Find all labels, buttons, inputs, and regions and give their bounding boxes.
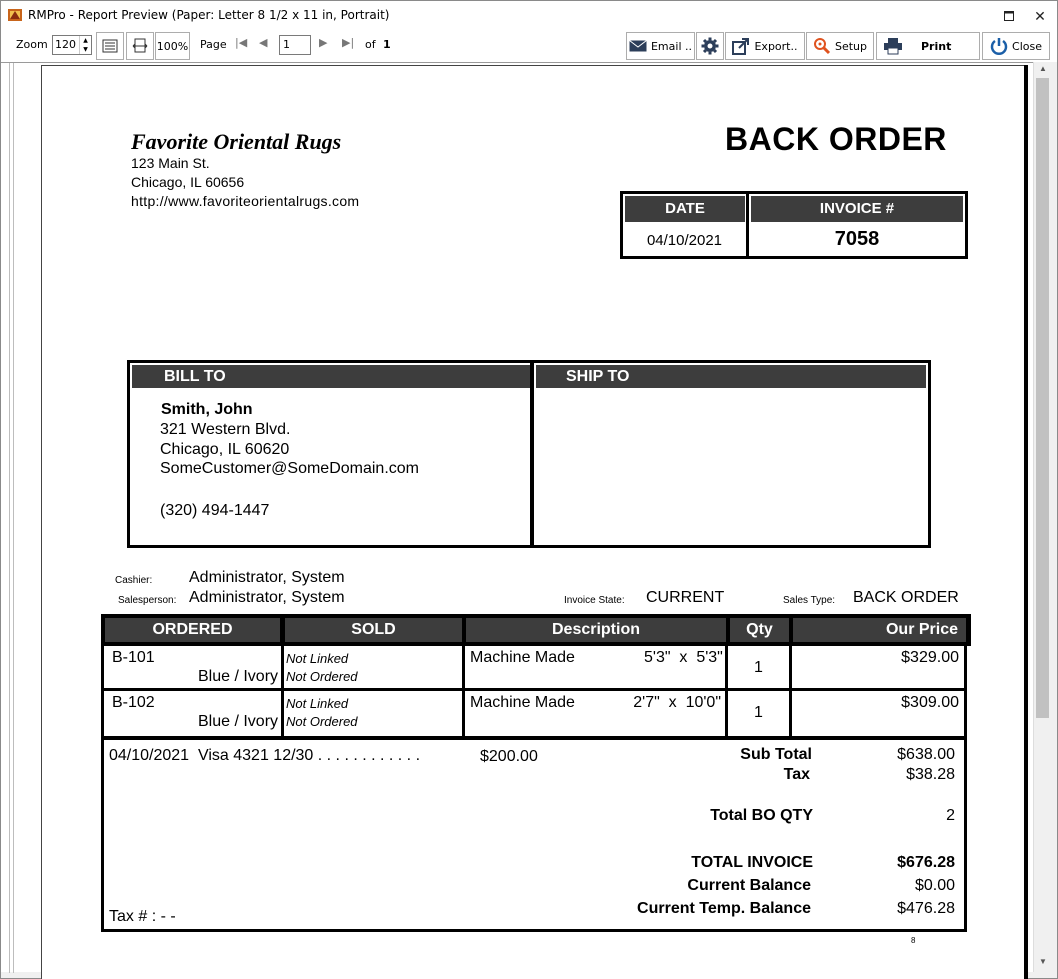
setup-icon <box>813 37 831 55</box>
tax-number: Tax # : - - <box>109 908 176 925</box>
zoom-spinner[interactable]: ▲ ▼ <box>79 36 91 54</box>
item-sold-status: Not Ordered <box>286 669 358 684</box>
envelope-icon <box>629 40 647 52</box>
item-description: Machine Made <box>470 694 575 711</box>
printer-icon <box>883 37 903 55</box>
item-size: 5'3" x 5'3" <box>644 649 723 666</box>
item-sold-status: Not Linked <box>286 696 349 711</box>
page-input[interactable] <box>279 35 311 55</box>
zoom-label: Zoom <box>16 38 48 51</box>
item-price: $309.00 <box>901 694 959 711</box>
close-icon: ✕ <box>1034 8 1046 24</box>
power-icon <box>990 37 1008 55</box>
toolbar <box>1 31 1057 62</box>
invoice-date: 04/10/2021 <box>646 232 723 249</box>
subtotal-value: $638.00 <box>897 746 955 763</box>
scroll-up-icon[interactable]: ▲ <box>1039 64 1047 73</box>
divider <box>462 646 465 736</box>
item-table-header <box>101 614 971 646</box>
of-label: of <box>365 38 376 51</box>
column-header-sold: SOLD <box>285 618 462 642</box>
tax-label: Tax <box>783 766 810 783</box>
export-label: Export.. <box>754 39 798 53</box>
item-color: Blue / Ivory <box>198 713 279 730</box>
next-page-icon[interactable]: ▶ <box>319 36 328 49</box>
column-header-description: Description <box>466 618 726 642</box>
prev-page-icon[interactable]: ◀ <box>259 36 268 49</box>
row-divider <box>104 688 964 691</box>
page-marker: 8 <box>911 936 916 945</box>
invoice-number: 7058 <box>834 228 880 250</box>
email-label: Email .. <box>650 39 692 53</box>
app-icon <box>7 7 23 23</box>
item-sku: B-101 <box>112 649 155 666</box>
export-button[interactable] <box>725 32 805 60</box>
bill-to-header: BILL TO <box>132 365 530 388</box>
divider <box>530 363 534 545</box>
sales-type-value: BACK ORDER <box>853 589 959 606</box>
document-title: BACK ORDER <box>725 121 947 157</box>
item-sku: B-102 <box>112 694 155 711</box>
item-rows <box>101 646 967 739</box>
zoom-value: 120 <box>55 38 76 51</box>
scroll-down-icon[interactable]: ▼ <box>1039 957 1047 966</box>
fit-width-button[interactable] <box>126 32 154 60</box>
close-button[interactable] <box>982 32 1050 60</box>
page-value: 1 <box>283 38 290 51</box>
current-temp-balance-value: $476.28 <box>897 900 955 917</box>
fit-width-icon <box>132 38 148 54</box>
bill-to-name: Smith, John <box>161 401 253 418</box>
bill-to-address-1: 321 Western Blvd. <box>160 421 291 438</box>
date-header: DATE <box>625 196 745 222</box>
item-sold-status: Not Ordered <box>286 714 358 729</box>
page-label: Page <box>200 38 227 51</box>
first-page-icon[interactable]: |◀ <box>235 36 248 49</box>
item-sold-status: Not Linked <box>286 651 349 666</box>
total-bo-qty-value: 2 <box>946 807 955 824</box>
column-header-price: Our Price <box>793 618 966 642</box>
title-bar <box>1 1 1057 31</box>
invoice-state-label: Invoice State: <box>564 595 625 606</box>
total-invoice-value: $676.28 <box>897 854 955 871</box>
window-title: RMPro - Report Preview (Paper: Letter 8 1/2 x 11 in, Portrait) <box>28 8 390 22</box>
sales-type-label: Sales Type: <box>783 595 836 606</box>
item-color: Blue / Ivory <box>198 668 279 685</box>
zoom-input[interactable] <box>52 35 92 55</box>
salesperson-value: Administrator, System <box>189 589 345 606</box>
print-label: Print <box>921 39 952 53</box>
current-balance-value: $0.00 <box>914 877 955 894</box>
vertical-scrollbar[interactable] <box>1033 62 1051 972</box>
item-qty: 1 <box>754 659 763 676</box>
page-edge-line <box>9 63 10 973</box>
column-header-qty: Qty <box>730 618 789 642</box>
settings-button[interactable] <box>696 32 724 60</box>
tax-value: $38.28 <box>906 766 955 783</box>
date-invoice-box <box>620 191 968 259</box>
fit-page-button[interactable] <box>96 32 124 60</box>
report-page <box>41 65 1024 979</box>
payment-line: 04/10/2021 Visa 4321 12/30 . . . . . . . . . . . . <box>109 747 421 764</box>
scroll-thumb[interactable] <box>1036 78 1049 718</box>
email-button[interactable] <box>626 32 695 60</box>
company-name: Favorite Oriental Rugs <box>131 129 342 154</box>
setup-button[interactable] <box>806 32 874 60</box>
total-invoice-label: TOTAL INVOICE <box>691 854 813 871</box>
item-qty: 1 <box>754 704 763 721</box>
divider <box>281 646 284 736</box>
salesperson-label: Salesperson: <box>118 595 177 606</box>
payment-amount: $200.00 <box>480 748 538 765</box>
item-price: $329.00 <box>901 649 959 666</box>
current-balance-label: Current Balance <box>687 877 811 894</box>
row-divider <box>104 738 964 740</box>
company-address-1: 123 Main St. <box>131 155 210 171</box>
cashier-value: Administrator, System <box>189 569 345 586</box>
company-website: http://www.favoriteorientalrugs.com <box>131 193 360 209</box>
bill-to-phone: (320) 494-1447 <box>160 502 270 519</box>
item-size: 2'7" x 10'0" <box>633 694 721 711</box>
subtotal-label: Sub Total <box>740 746 812 763</box>
close-window-button[interactable] <box>1025 1 1055 31</box>
export-icon <box>732 37 750 55</box>
ship-to-header: SHIP TO <box>536 365 926 388</box>
zoom-100-button[interactable] <box>155 32 190 60</box>
bill-to-email: SomeCustomer@SomeDomain.com <box>160 460 419 477</box>
column-header-ordered: ORDERED <box>105 618 280 642</box>
page-edge-line <box>13 63 14 973</box>
company-address-2: Chicago, IL 60656 <box>131 174 245 190</box>
invoice-header: INVOICE # <box>751 196 963 222</box>
bill-to-address-2: Chicago, IL 60620 <box>160 441 290 458</box>
current-temp-balance-label: Current Temp. Balance <box>637 900 811 917</box>
divider <box>789 646 792 736</box>
print-button[interactable] <box>876 32 980 60</box>
totals-box <box>101 736 967 932</box>
gear-icon <box>701 37 719 55</box>
fit-page-icon <box>102 39 118 53</box>
zoom-100-label: 100% <box>156 39 189 53</box>
cashier-label: Cashier: <box>115 575 153 586</box>
total-bo-qty-label: Total BO QTY <box>710 807 813 824</box>
invoice-state-value: CURRENT <box>646 589 725 606</box>
maximize-icon <box>1004 11 1014 21</box>
last-page-icon[interactable]: ▶| <box>342 36 355 49</box>
page-count: 1 <box>383 38 391 51</box>
item-description: Machine Made <box>470 649 575 666</box>
close-label: Close <box>1012 39 1042 53</box>
setup-label: Setup <box>834 39 868 53</box>
maximize-button[interactable] <box>994 1 1024 31</box>
address-box <box>127 360 931 548</box>
